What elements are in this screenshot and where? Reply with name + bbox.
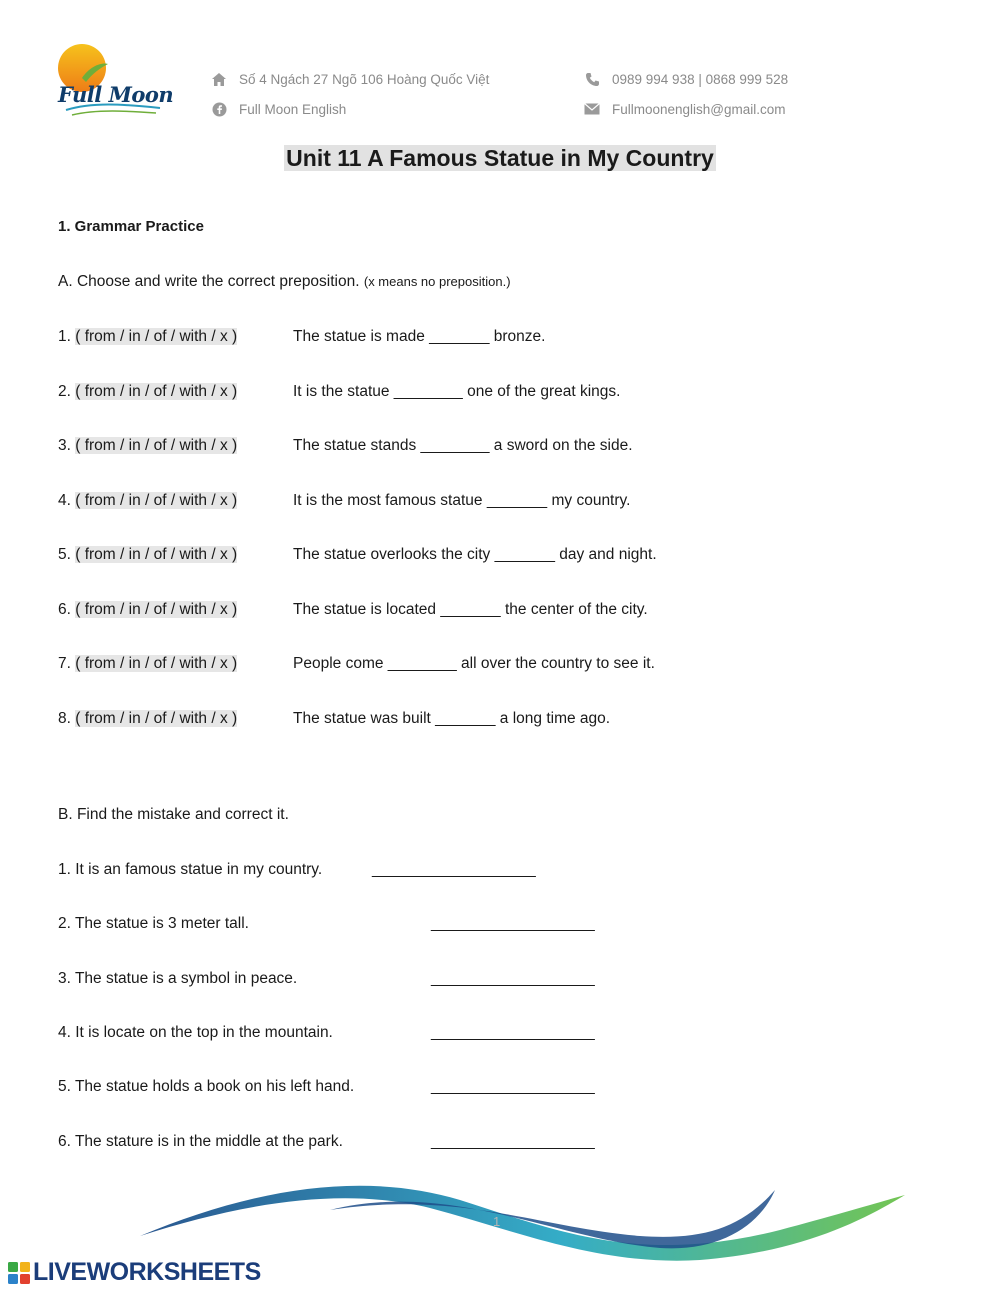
answer-blank-b2[interactable]: ___________________ xyxy=(431,915,595,932)
facebook-line xyxy=(211,101,346,117)
question-a5 xyxy=(58,546,657,564)
mail-icon xyxy=(584,101,600,117)
part-a-instruction-text: A. Choose and write the correct preposition. xyxy=(58,273,360,290)
home-icon xyxy=(211,71,227,87)
answer-blank-b4[interactable]: ___________________ xyxy=(431,1024,595,1041)
question-number: 4. xyxy=(58,492,71,509)
address-text: Số 4 Ngách 27 Ngõ 106 Hoàng Quốc Việt xyxy=(239,71,490,87)
question-number: 8. xyxy=(58,710,71,727)
question-a3 xyxy=(58,437,633,455)
preposition-options: ( from / in / of / with / x ) xyxy=(75,601,238,618)
question-b6: 6. The stature is in the middle at the park. xyxy=(58,1133,343,1150)
question-a2 xyxy=(58,383,621,401)
question-number: 6. xyxy=(58,601,71,618)
preposition-options: ( from / in / of / with / x ) xyxy=(75,437,238,454)
phone-line xyxy=(584,71,788,87)
question-b1: 1. It is an famous statue in my country. xyxy=(58,861,323,878)
answer-blank-b6[interactable]: ___________________ xyxy=(431,1133,595,1150)
email-line xyxy=(584,101,786,117)
liveworksheets-logo-icon xyxy=(8,1262,30,1284)
question-number: 5. xyxy=(58,546,71,563)
liveworksheets-brand[interactable] xyxy=(8,1258,261,1287)
question-number: 3. xyxy=(58,437,71,454)
preposition-options: ( from / in / of / with / x ) xyxy=(75,655,238,672)
preposition-options: ( from / in / of / with / x ) xyxy=(75,492,238,509)
section-heading: 1. Grammar Practice xyxy=(58,218,204,235)
facebook-icon xyxy=(211,101,227,117)
page-title-text: Unit 11 A Famous Statue in My Country xyxy=(286,145,714,171)
phone-text: 0989 994 938 | 0868 999 528 xyxy=(612,71,789,87)
question-b3: 3. The statue is a symbol in peace. xyxy=(58,970,298,987)
part-a-instruction xyxy=(58,273,511,291)
page-number: 1 xyxy=(493,1214,501,1229)
address-line xyxy=(211,71,489,87)
answer-blank-b3[interactable]: ___________________ xyxy=(431,970,595,987)
logo-text: Full Moon xyxy=(58,82,174,107)
question-sentence[interactable]: The statue overlooks the city _______ day and night. xyxy=(293,546,657,563)
part-b-instruction: B. Find the mistake and correct it. xyxy=(58,806,289,823)
question-a7 xyxy=(58,655,655,673)
question-sentence[interactable]: The statue was built _______ a long time ago. xyxy=(293,710,611,727)
preposition-options: ( from / in / of / with / x ) xyxy=(75,546,238,563)
question-number: 2. xyxy=(58,383,71,400)
question-a6 xyxy=(58,601,648,619)
question-sentence[interactable]: It is the most famous statue _______ my country. xyxy=(293,492,631,509)
question-a4 xyxy=(58,492,631,510)
answer-blank-b1[interactable]: ___________________ xyxy=(372,861,536,878)
question-number: 7. xyxy=(58,655,71,672)
question-b4: 4. It is locate on the top in the mountain. xyxy=(58,1024,333,1041)
question-b5: 5. The statue holds a book on his left hand. xyxy=(58,1078,355,1095)
preposition-options: ( from / in / of / with / x ) xyxy=(75,710,238,727)
preposition-options: ( from / in / of / with / x ) xyxy=(75,383,238,400)
facebook-text: Full Moon English xyxy=(239,101,347,117)
question-sentence[interactable]: People come ________ all over the country to see it. xyxy=(293,655,655,672)
answer-blank-b5[interactable]: ___________________ xyxy=(431,1078,595,1095)
question-a1 xyxy=(58,328,546,346)
liveworksheets-text: LIVEWORKSHEETS xyxy=(33,1258,261,1286)
question-b2: 2. The statue is 3 meter tall. xyxy=(58,915,249,932)
full-moon-logo xyxy=(52,42,174,122)
email-text: Fullmoonenglish@gmail.com xyxy=(612,101,786,117)
question-sentence[interactable]: The statue is made _______ bronze. xyxy=(293,328,546,345)
preposition-options: ( from / in / of / with / x ) xyxy=(75,328,238,345)
part-a-note: (x means no preposition.) xyxy=(363,274,511,289)
question-sentence[interactable]: The statue is located _______ the center of the city. xyxy=(293,601,648,618)
question-a8 xyxy=(58,710,611,728)
question-sentence[interactable]: It is the statue ________ one of the great kings. xyxy=(293,383,621,400)
question-number: 1. xyxy=(58,328,71,345)
phone-icon xyxy=(584,71,600,87)
page-title xyxy=(0,145,1000,172)
question-sentence[interactable]: The statue stands ________ a sword on the side. xyxy=(293,437,633,454)
